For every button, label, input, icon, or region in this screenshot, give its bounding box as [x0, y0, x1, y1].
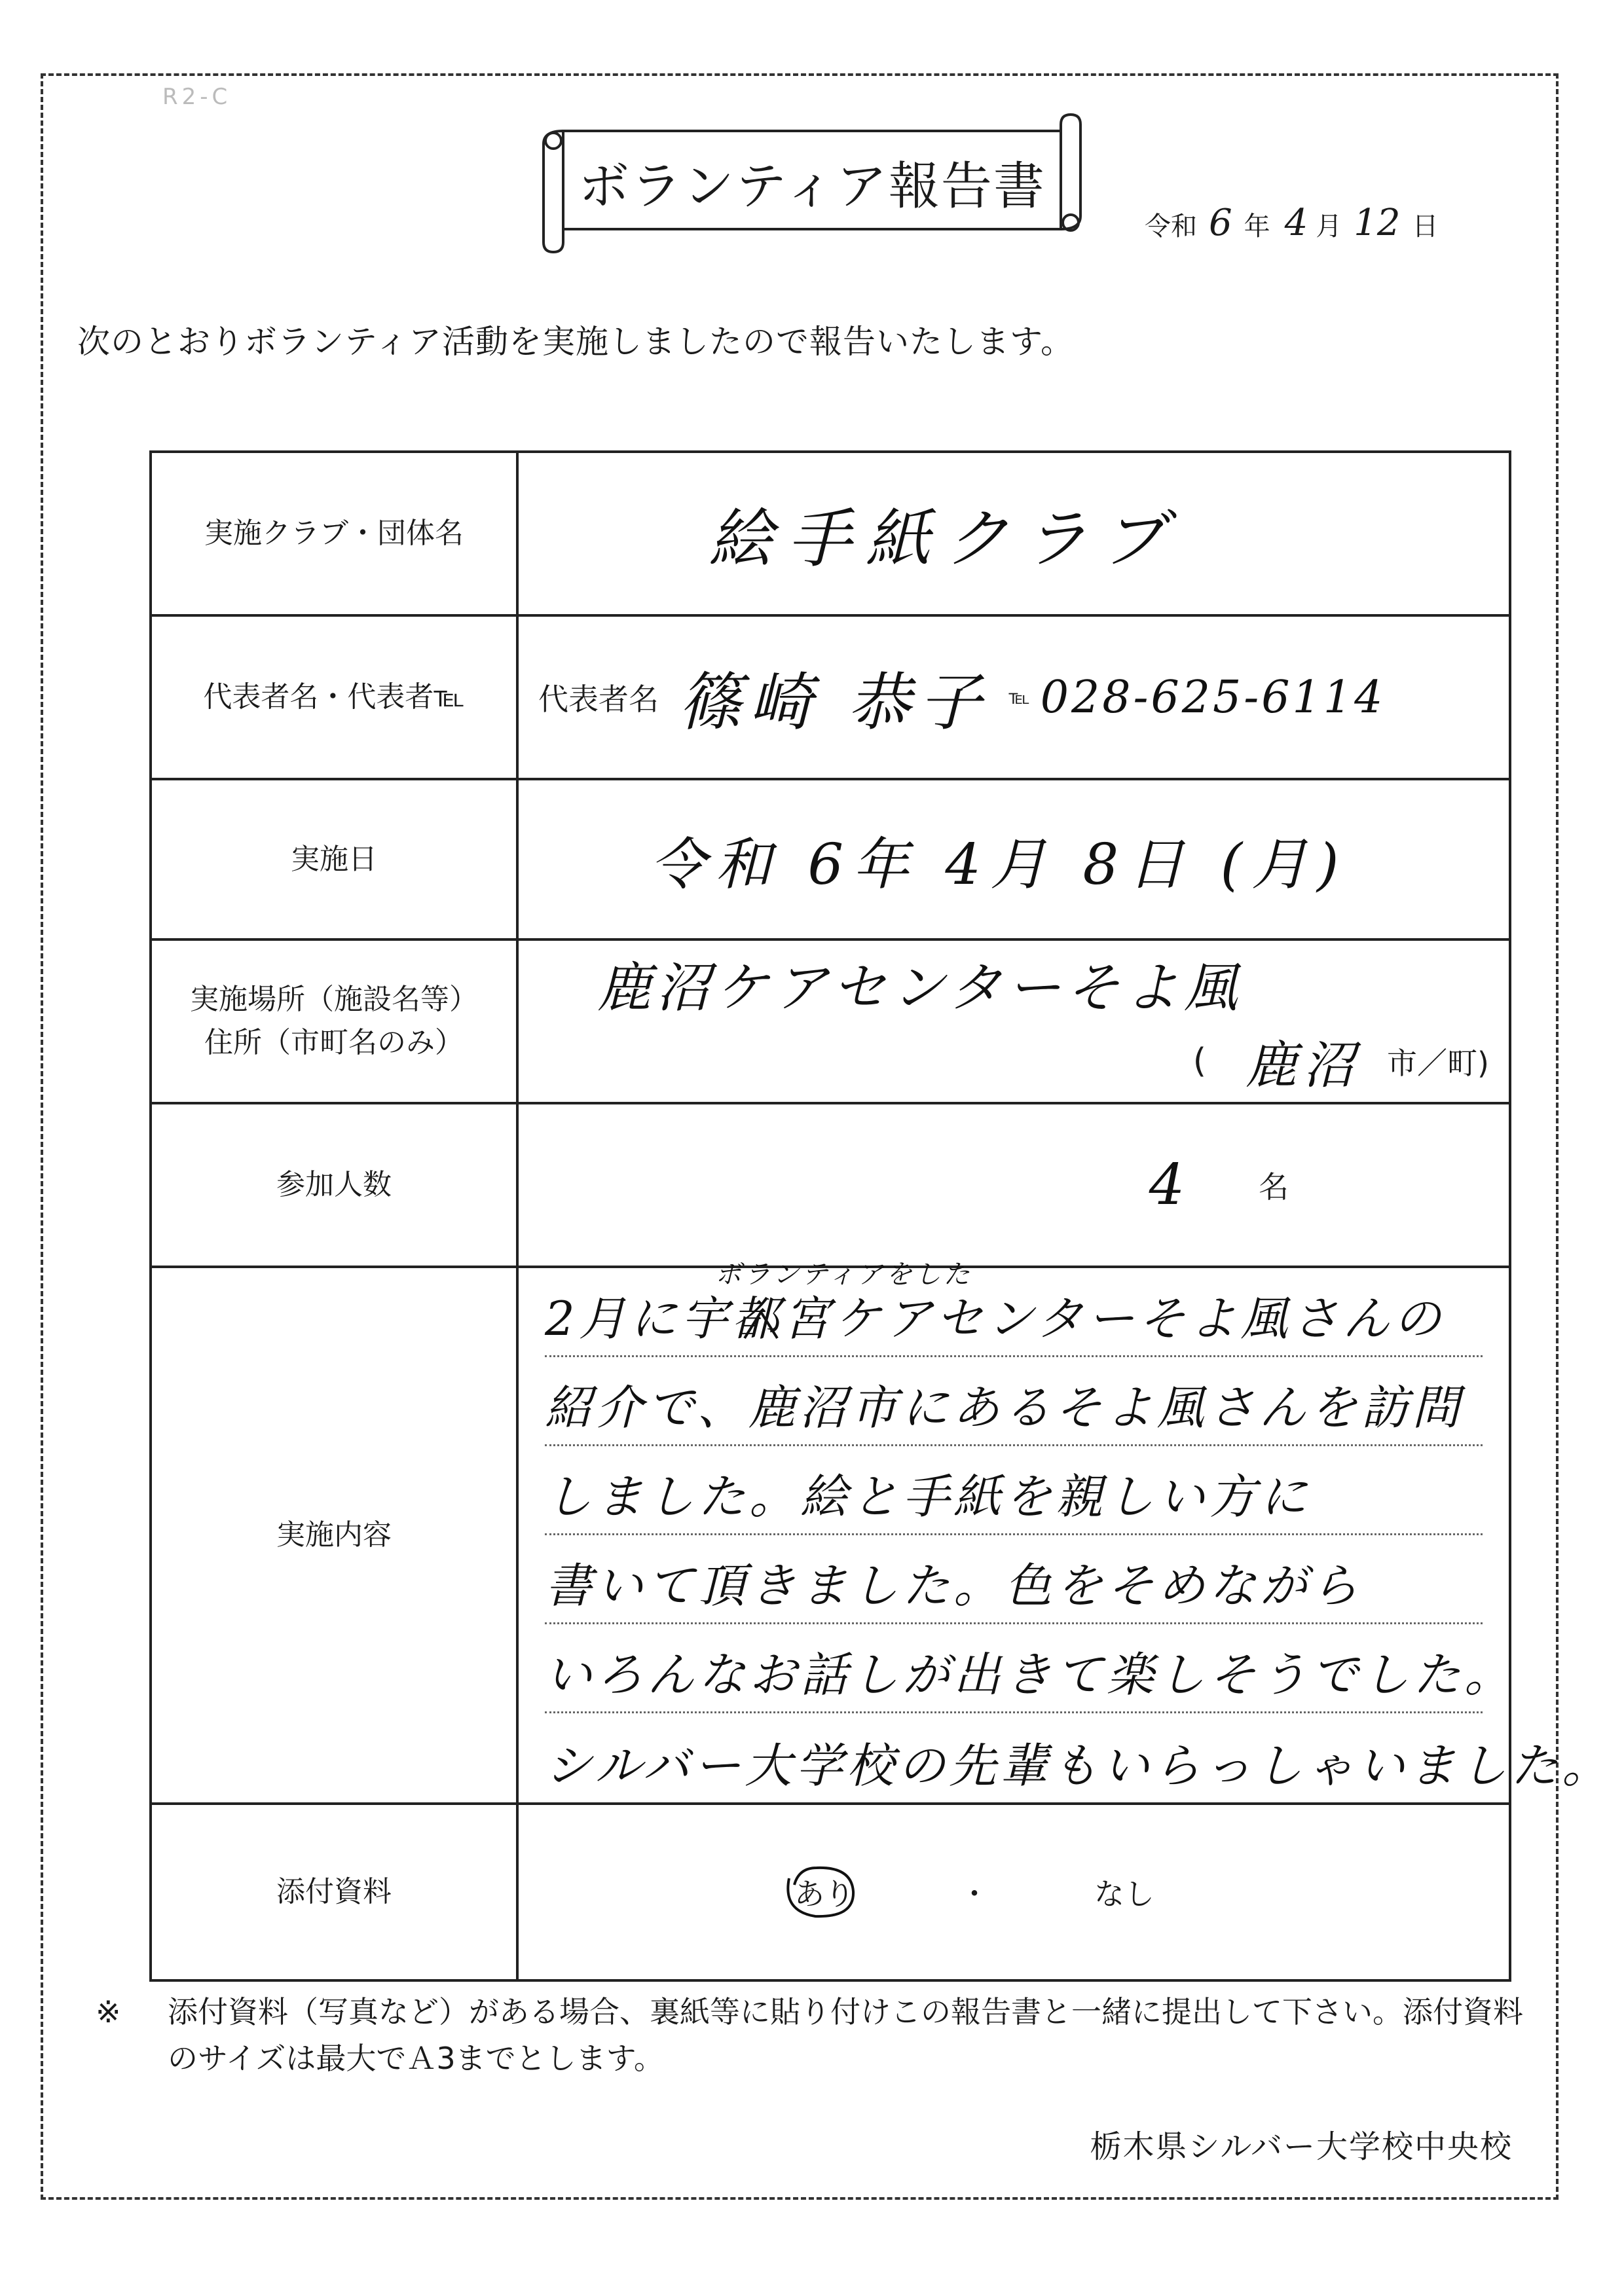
content-line: いろんなお話しが出きて楽しそうでした。 [545, 1624, 1483, 1713]
attachments-option-yes[interactable] [788, 1870, 861, 1914]
attachments-option-yes-label: あり [794, 1876, 855, 1912]
page-title: ボランティア報告書 [578, 157, 1046, 216]
club-label: 実施クラブ・団体名 [151, 452, 517, 615]
tel-value: 028-625-6114 [1040, 671, 1386, 723]
place-row [151, 939, 1510, 1103]
participants-value: 4 [1149, 1152, 1185, 1218]
date-row [151, 779, 1510, 939]
content-line: 2月に宇都宮ケアセンターそよ風さんの [545, 1268, 1483, 1357]
attachment-note [96, 1989, 1523, 2083]
note-text: 添付資料（写真など）がある場合、裏紙等に貼り付けこの報告書と一緒に提出して下さい。添付資料のサイズは最大でＡ3までとします。 [168, 1994, 1523, 2077]
report-date-day[interactable]: 12 [1354, 202, 1401, 244]
representative-field[interactable] [517, 615, 1510, 779]
report-date-year-unit: 年 [1244, 211, 1270, 242]
content-insert-note: ボランティアをした [715, 1260, 972, 1290]
attachments-row [151, 1804, 1510, 1980]
participants-label: 参加人数 [151, 1103, 517, 1267]
attachments-option-no[interactable] [1088, 1870, 1161, 1914]
participants-unit: 名 [1259, 1169, 1289, 1205]
city-value: 鹿沼 [1246, 1036, 1361, 1095]
representative-label: 代表者名・代表者℡ [151, 615, 517, 779]
city-line [538, 1025, 1489, 1098]
selected-circle-icon [776, 1859, 861, 1924]
report-date-month[interactable]: 4 [1284, 202, 1308, 244]
note-mark: ※ [96, 1994, 121, 2030]
club-field[interactable] [517, 452, 1510, 615]
content-label: 実施内容 [151, 1267, 517, 1804]
content-line: 書いて頂きました。色をそめながら [545, 1535, 1483, 1624]
content-line: しました。絵と手紙を親しい方に [545, 1446, 1483, 1535]
attachments-label: 添付資料 [151, 1804, 517, 1980]
content-row [151, 1267, 1510, 1804]
intro-text: 次のとおりボランティア活動を実施しましたので報告いたします。 [77, 323, 1074, 361]
report-form-table [149, 450, 1614, 1982]
report-date-era: 令和 [1145, 211, 1197, 242]
date-field[interactable] [517, 779, 1510, 939]
tel-label: ℡ [1008, 685, 1030, 709]
attachments-separator: ・ [959, 1876, 989, 1912]
report-date-year[interactable]: 6 [1209, 202, 1232, 244]
school-name: 栃木県シルバー大学校中央校 [1090, 2128, 1513, 2165]
representative-name-label: 代表者名 [538, 682, 659, 717]
place-label-line2: 住所（市町名のみ） [204, 1026, 464, 1059]
date-value: 令和 6年 4月 8日 (月) [650, 831, 1348, 898]
pencil-mark: R2-C [162, 84, 232, 110]
date-label: 実施日 [151, 779, 517, 939]
report-date [1145, 202, 1439, 244]
content-field[interactable] [517, 1260, 1614, 1804]
report-date-day-unit: 日 [1412, 211, 1439, 242]
place-label [151, 939, 517, 1103]
city-suffix: 市／町) [1387, 1045, 1489, 1081]
place-label-line1: 実施場所（施設名等） [190, 983, 478, 1016]
place-name-value: 鹿沼ケアセンターそよ風 [597, 957, 1243, 1019]
content-line: シルバー大学校の先輩もいらっしゃいました。 [545, 1738, 1614, 1793]
participants-row [151, 1103, 1510, 1267]
club-name-value: 絵手紙クラブ [709, 501, 1181, 577]
content-lines [519, 1268, 1614, 1802]
content-line: 紹介で、鹿沼市にあるそよ風さんを訪問 [545, 1357, 1483, 1446]
report-date-month-unit: 月 [1316, 211, 1342, 242]
place-field[interactable] [517, 939, 1510, 1103]
title-scroll-banner [524, 111, 1100, 262]
city-paren-open: ( [1192, 1041, 1207, 1081]
participants-field[interactable] [517, 1103, 1510, 1267]
insert-caret-icon [741, 1309, 781, 1341]
representative-name-value: 篠崎 恭子 [678, 665, 989, 739]
representative-row [151, 615, 1510, 779]
attachments-field [517, 1804, 1510, 1980]
club-row [151, 452, 1510, 615]
attachments-option-no-label: なし [1094, 1876, 1154, 1912]
